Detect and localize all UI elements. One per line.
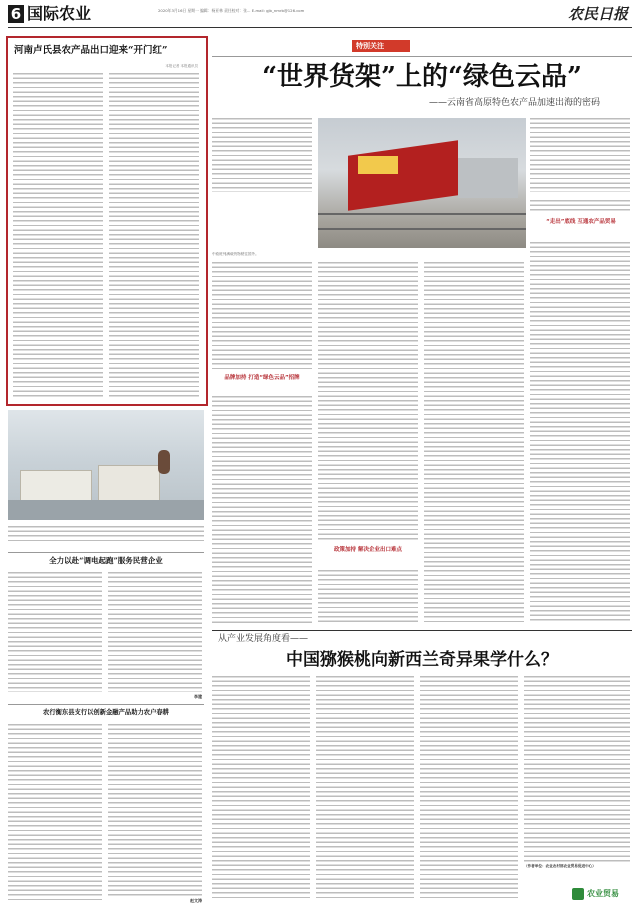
left-story-2-byline: 赵文涛 [190, 898, 202, 903]
feature-col-3 [424, 262, 524, 624]
feature-col-2b [318, 570, 418, 624]
masthead-meta: 2020年3月16日 星期一 编辑：杨亚林 责任校对：张... E-mail: gjb_nmrb@126.com [158, 8, 305, 13]
subhead-right-1: “走出”底线 互通农产品贸易 [546, 219, 616, 225]
masthead-rule [8, 27, 632, 28]
left-rule-2 [8, 704, 204, 705]
bottom-col-2 [316, 676, 414, 900]
left-story-2-col-b [108, 724, 202, 896]
lead-byline: 本报记者 本报通讯员 [165, 64, 198, 68]
footer-logo-text: 农业贸易 [587, 889, 619, 898]
left-story-2-headline: 农行衡东县支行以创新金融产品助力农户春耕 [43, 709, 169, 716]
left-story-1-col-a [8, 572, 102, 692]
subhead-mid-1: 品牌加持 打造“绿色云品”招牌 [224, 375, 300, 381]
lead-col-1 [13, 73, 103, 399]
feature-col-b [530, 118, 630, 192]
left-story-1-byline: 李建 [194, 694, 202, 699]
left-story-1-col-b [108, 572, 202, 692]
train-photo-caption: 中欧班列满载货物驶往国外。 [212, 252, 259, 256]
subhead-mid-2: 政策加持 解决企业出口难点 [334, 547, 402, 553]
bottom-headline: 中国猕猴桃向新西兰奇异果学什么？ [286, 650, 558, 670]
bottom-col-3 [420, 676, 518, 900]
lead-headline: 河南卢氏县农产品出口迎来“开门红” [14, 45, 168, 56]
footer-logo-icon [572, 888, 584, 900]
feature-col-c-top [530, 200, 630, 214]
bottom-story-rule [212, 630, 632, 631]
lead-photo-caption-lines [8, 526, 204, 546]
factory-photo [8, 410, 204, 520]
left-story-2-col-a [8, 724, 102, 900]
left-rule-1 [8, 552, 204, 553]
masthead [8, 4, 632, 26]
bottom-kicker: 从产业发展角度看—— [218, 634, 309, 644]
bottom-author-note: （作者单位：农业农村部农业贸易促进中心） [524, 864, 596, 868]
footer-logo [572, 886, 630, 902]
feature-subhead: ——云南省高原特色农产品加速出海的密码 [428, 98, 600, 108]
lead-col-2 [109, 73, 199, 399]
bottom-col-4 [524, 676, 630, 862]
feature-col-1a [212, 262, 312, 372]
feature-col-2a [318, 262, 418, 542]
feature-headline: “世界货架”上的“绿色云品” [262, 62, 582, 92]
paper-name: 农民日报 [567, 5, 628, 23]
bottom-col-1 [212, 676, 310, 900]
page-number-box: 6 [8, 5, 24, 23]
train-photo [318, 118, 526, 248]
feature-tag-label: 特别关注 [356, 42, 384, 50]
lead-story-box [6, 36, 208, 406]
left-story-1-headline: 全力以赴“调电起跑”服务民营企业 [49, 556, 163, 565]
feature-col-c [530, 242, 630, 624]
section-title: 国际农业 [27, 4, 92, 23]
feature-col-1b [212, 396, 312, 624]
feature-col-a [212, 118, 312, 192]
feature-rule [212, 56, 632, 57]
feature-tag [352, 40, 410, 52]
